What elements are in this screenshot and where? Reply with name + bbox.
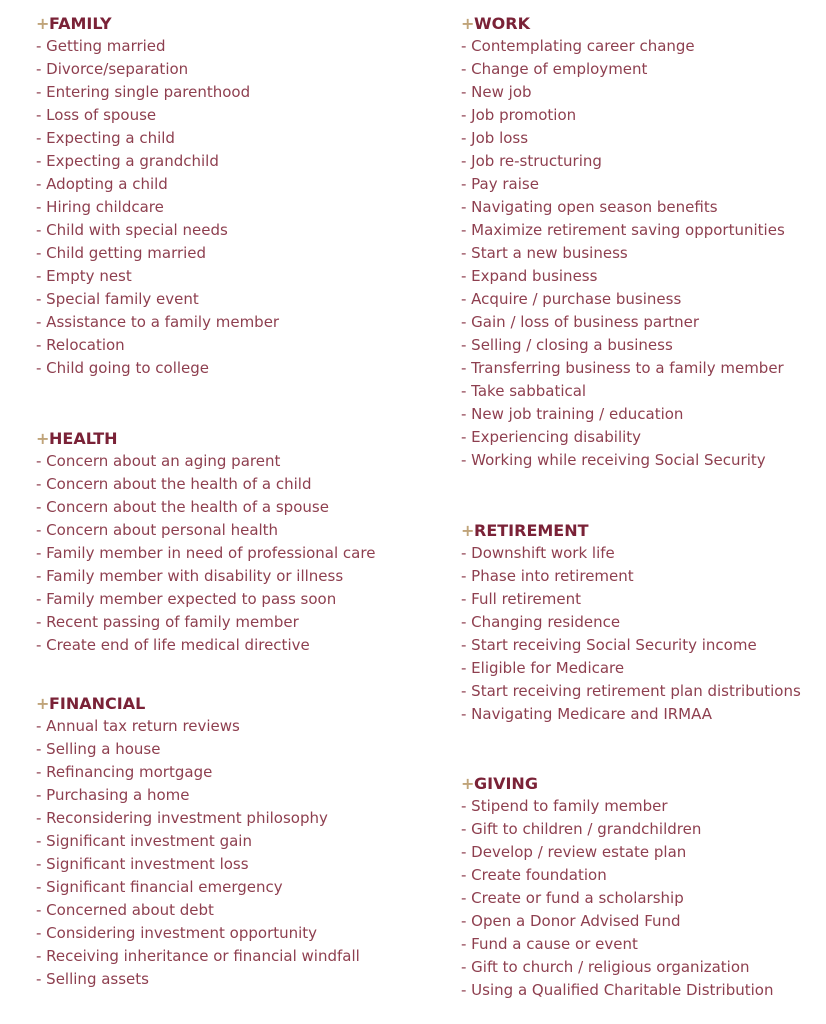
family-list-item: - Assistance to a family member <box>36 313 280 331</box>
family-list-item: - Child with special needs <box>36 221 228 239</box>
work-list-item: - Change of employment <box>461 60 648 78</box>
plus-icon: + <box>461 14 475 33</box>
giving-list-item: - Create foundation <box>461 866 607 884</box>
giving-heading <box>461 773 773 795</box>
work-title: WORK <box>474 14 530 33</box>
work-list-item: - New job <box>461 83 532 101</box>
giving-list-item: - Fund a cause or event <box>461 935 638 953</box>
financial-section <box>36 693 360 991</box>
health-heading <box>36 428 375 450</box>
health-list-item: - Recent passing of family member <box>36 613 299 631</box>
work-heading <box>461 13 785 35</box>
family-list-item: - Child going to college <box>36 359 210 377</box>
work-list-item: - Start a new business <box>461 244 628 262</box>
giving-list-item: - Open a Donor Advised Fund <box>461 912 681 930</box>
financial-list-item: - Selling a house <box>36 740 161 758</box>
plus-icon: + <box>461 521 475 540</box>
financial-list-item: - Receiving inheritance or financial windfall <box>36 947 360 965</box>
financial-list-item: - Reconsidering investment philosophy <box>36 809 328 827</box>
work-list-item: - Gain / loss of business partner <box>461 313 700 331</box>
health-list-item: - Concern about the health of a spouse <box>36 498 329 516</box>
family-heading <box>36 13 279 35</box>
work-list-item: - Experiencing disability <box>461 428 642 446</box>
family-list-item: - Hiring childcare <box>36 198 164 216</box>
financial-heading <box>36 693 360 715</box>
giving-list-item: - Stipend to family member <box>461 797 668 815</box>
retirement-list-item: - Start receiving retirement plan distributions <box>461 682 801 700</box>
work-list-item: - New job training / education <box>461 405 684 423</box>
retirement-list-item: - Eligible for Medicare <box>461 659 625 677</box>
family-list-item: - Relocation <box>36 336 125 354</box>
plus-icon: + <box>36 14 50 33</box>
work-list-item: - Contemplating career change <box>461 37 695 55</box>
family-list-item: - Loss of spouse <box>36 106 157 124</box>
family-list-item: - Getting married <box>36 37 166 55</box>
health-list-item: - Concern about personal health <box>36 521 279 539</box>
health-list-item: - Create end of life medical directive <box>36 636 310 654</box>
health-list-item: - Family member expected to pass soon <box>36 590 337 608</box>
giving-list-item: - Gift to church / religious organization <box>461 958 750 976</box>
family-list <box>36 35 279 380</box>
retirement-list-item: - Start receiving Social Security income <box>461 636 757 654</box>
work-list-item: - Job loss <box>461 129 529 147</box>
health-list <box>36 450 375 657</box>
work-list-item: - Expand business <box>461 267 598 285</box>
financial-title: FINANCIAL <box>49 694 146 713</box>
work-list-item: - Take sabbatical <box>461 382 587 400</box>
giving-list-item: - Gift to children / grandchildren <box>461 820 702 838</box>
work-list-item: - Acquire / purchase business <box>461 290 682 308</box>
work-list-item: - Navigating open season benefits <box>461 198 718 216</box>
family-list-item: - Empty nest <box>36 267 132 285</box>
work-list-item: - Selling / closing a business <box>461 336 673 354</box>
health-list-item: - Family member in need of professional care <box>36 544 376 562</box>
health-list-item: - Concern about an aging parent <box>36 452 281 470</box>
family-list-item: - Expecting a child <box>36 129 175 147</box>
family-list-item: - Adopting a child <box>36 175 168 193</box>
family-title: FAMILY <box>49 14 112 33</box>
health-title: HEALTH <box>49 429 118 448</box>
family-list-item: - Divorce/separation <box>36 60 189 78</box>
plus-icon: + <box>461 774 475 793</box>
financial-list-item: - Significant investment gain <box>36 832 252 850</box>
plus-icon: + <box>36 694 50 713</box>
financial-list-item: - Purchasing a home <box>36 786 190 804</box>
family-list-item: - Child getting married <box>36 244 207 262</box>
giving-section <box>461 773 773 1002</box>
financial-list-item: - Refinancing mortgage <box>36 763 213 781</box>
financial-list-item: - Significant investment loss <box>36 855 249 873</box>
retirement-list-item: - Full retirement <box>461 590 582 608</box>
health-list-item: - Concern about the health of a child <box>36 475 312 493</box>
health-section <box>36 428 375 657</box>
retirement-list-item: - Phase into retirement <box>461 567 634 585</box>
financial-list-item: - Selling assets <box>36 970 149 988</box>
work-list-item: - Job re-structuring <box>461 152 602 170</box>
work-list-item: - Transferring business to a family member <box>461 359 784 377</box>
work-list-item: - Pay raise <box>461 175 539 193</box>
health-list-item: - Family member with disability or illness <box>36 567 344 585</box>
retirement-section <box>461 520 801 726</box>
retirement-title: RETIREMENT <box>474 521 589 540</box>
retirement-list <box>461 542 801 726</box>
retirement-list-item: - Downshift work life <box>461 544 615 562</box>
financial-list-item: - Significant financial emergency <box>36 878 283 896</box>
giving-list-item: - Develop / review estate plan <box>461 843 687 861</box>
giving-list-item: - Using a Qualified Charitable Distribution <box>461 981 774 999</box>
family-section <box>36 13 279 380</box>
family-list-item: - Entering single parenthood <box>36 83 251 101</box>
giving-list-item: - Create or fund a scholarship <box>461 889 684 907</box>
retirement-list-item: - Navigating Medicare and IRMAA <box>461 705 713 723</box>
giving-list <box>461 795 773 1002</box>
giving-title: GIVING <box>474 774 538 793</box>
family-list-item: - Special family event <box>36 290 199 308</box>
financial-list-item: - Concerned about debt <box>36 901 214 919</box>
financial-list-item: - Annual tax return reviews <box>36 717 240 735</box>
retirement-list-item: - Changing residence <box>461 613 621 631</box>
work-list-item: - Job promotion <box>461 106 577 124</box>
retirement-heading <box>461 520 801 542</box>
work-section <box>461 13 785 472</box>
plus-icon: + <box>36 429 50 448</box>
family-list-item: - Expecting a grandchild <box>36 152 219 170</box>
financial-list-item: - Considering investment opportunity <box>36 924 318 942</box>
financial-list <box>36 715 360 991</box>
work-list-item: - Maximize retirement saving opportunities <box>461 221 785 239</box>
work-list <box>461 35 785 472</box>
work-list-item: - Working while receiving Social Security <box>461 451 766 469</box>
